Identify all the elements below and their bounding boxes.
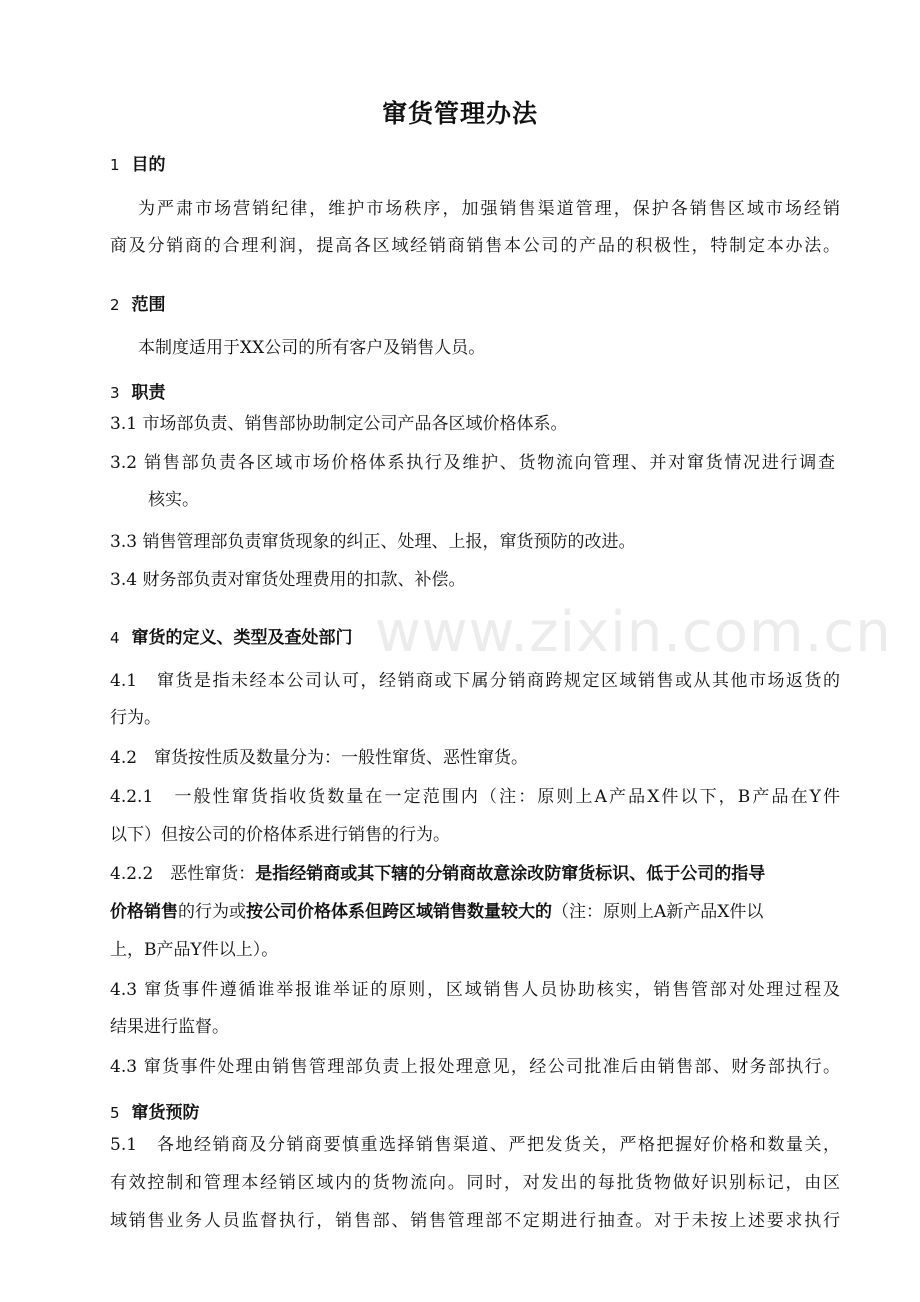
section-number: 3 (110, 384, 120, 402)
clause-4-3-cont: 结果进行监督。 (110, 1017, 229, 1037)
clause-3-2: 3.2 销售部负责各区域市场价格体系执行及维护、货物流向管理、并对窜货情况进行调查 (110, 453, 835, 473)
clause-label: 4.2.2 恶性窜货： (110, 864, 256, 884)
section-4-heading (110, 623, 353, 648)
section-number: 4 (110, 629, 120, 647)
clause-3-4: 3.4 财务部负责对窜货处理费用的扣款、补偿。 (110, 570, 466, 590)
bold-text: 是指经销商或其下辖的分销商故意涂改防窜货标识、低于公司的指导 (255, 864, 766, 884)
clause-4-2: 4.2 窜货按性质及数量分为：一般性窜货、恶性窜货。 (110, 748, 529, 768)
page-title: 窜货管理办法 (381, 99, 538, 128)
section-1-heading (110, 150, 166, 175)
section-number: 2 (110, 296, 120, 314)
section-5-heading (110, 1098, 200, 1123)
clause-4-3b: 4.3 窜货事件处理由销售管理部负责上报处理意见，经公司批准后由销售部、财务部执行。 (110, 1057, 840, 1077)
section-2-heading (110, 290, 166, 315)
section-title: 职责 (131, 383, 166, 403)
paragraph-line: 为严肃市场营销纪律，维护市场秩序，加强销售渠道管理，保护各销售区域市场经销 (138, 199, 840, 219)
watermark: www.zixin.com.cn (375, 600, 892, 665)
clause-5-1: 5.1 各地经销商及分销商要慎重选择销售渠道、严把发货关，严格把握好价格和数量关， (110, 1135, 840, 1155)
paragraph-line: 本制度适用于XX公司的所有客户及销售人员。 (138, 338, 486, 358)
section-title: 窜货预防 (131, 1103, 200, 1123)
clause-4-2-2 (110, 866, 840, 883)
clause-4-2-1: 4.2.1 一般性窜货指收货数量在一定范围内（注：原则上A产品X件以下，B产品在Y件 (110, 787, 840, 807)
clause-4-3: 4.3 窜货事件遵循谁举报谁举证的原则，区域销售人员协助核实，销售管部对处理过程及 (110, 980, 840, 1000)
section-title: 范围 (131, 295, 166, 315)
clause-4-1-cont: 行为。 (110, 708, 161, 728)
section-number: 1 (110, 156, 120, 174)
paragraph-line: 商及分销商的合理利润，提高各区域经销商销售本公司的产品的积极性，特制定本办法。 (110, 236, 840, 256)
clause-3-3: 3.3 销售管理部负责窜货现象的纠正、处理、上报，窜货预防的改进。 (110, 532, 636, 552)
clause-3-2-cont: 核实。 (148, 490, 199, 510)
section-number: 5 (110, 1104, 120, 1122)
section-3-heading (110, 378, 166, 403)
bold-text: 价格销售 (110, 902, 178, 922)
plain-text: （注：原则上A新产品X件以 (552, 902, 764, 922)
clause-5-1-cont: 有效控制和管理本经销区域内的货物流向。同时，对发出的每批货物做好识别标记，由区 (110, 1173, 840, 1193)
plain-text: 的行为或 (178, 902, 246, 922)
section-title: 窜货的定义、类型及查处部门 (131, 628, 353, 648)
bold-text: 按公司价格体系但跨区域销售数量较大的 (246, 902, 552, 922)
clause-4-2-2-cont (110, 904, 840, 921)
clause-4-1: 4.1 窜货是指未经本公司认可，经销商或下属分销商跨规定区域销售或从其他市场返货的 (110, 671, 840, 691)
clause-5-1-cont: 域销售业务人员监督执行，销售部、销售管理部不定期进行抽查。对于未按上述要求执行 (110, 1211, 840, 1231)
clause-4-2-1-cont: 以下）但按公司的价格体系进行销售的行为。 (110, 825, 450, 845)
section-title: 目的 (131, 155, 166, 175)
clause-3-1: 3.1 市场部负责、销售部协助制定公司产品各区域价格体系。 (110, 414, 568, 434)
clause-4-2-2-cont: 上，B产品Y件以上）。 (110, 940, 279, 960)
